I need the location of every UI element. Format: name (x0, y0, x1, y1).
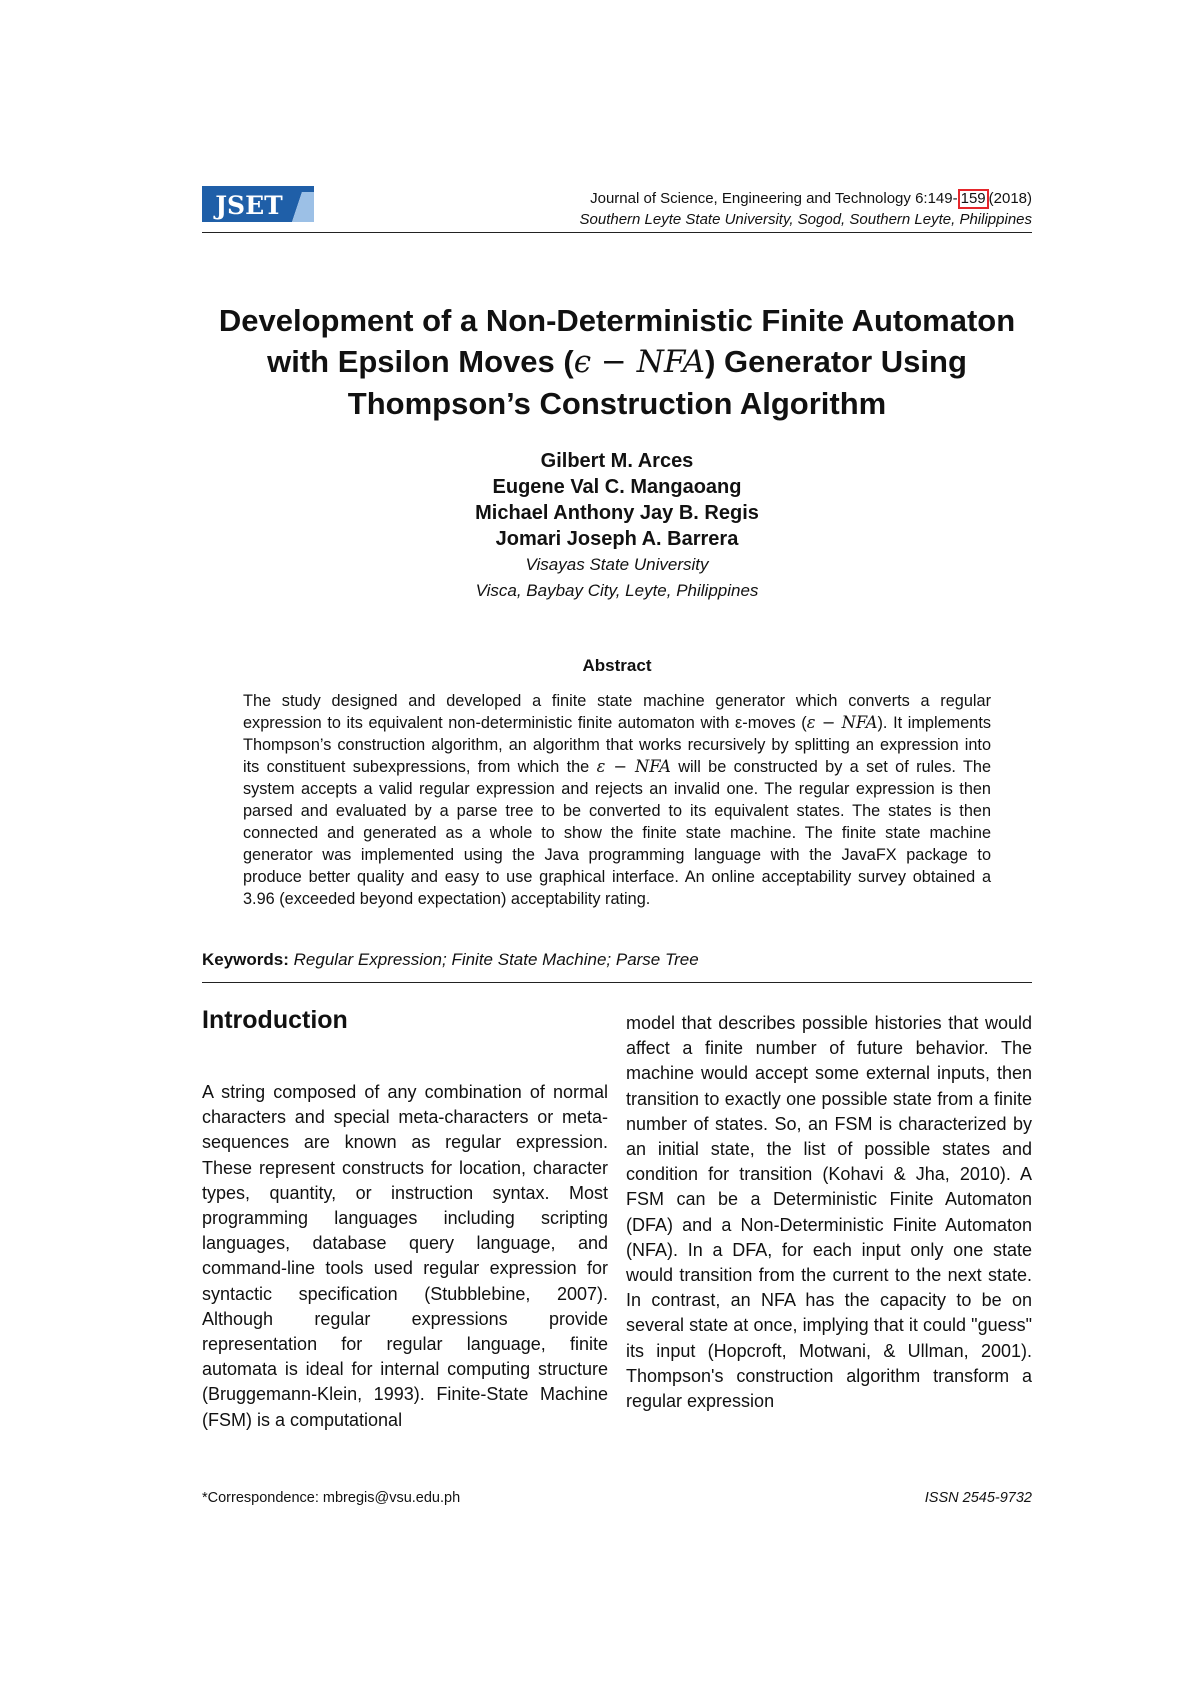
author-name: Gilbert M. Arces (540, 450, 694, 472)
logo-text: JSET (215, 191, 283, 220)
issn: ISSN 2545-9732 (924, 1490, 1032, 1506)
introduction-heading: Introduction (202, 1006, 348, 1034)
paper-title: Development of a Non-Deterministic Finite Automaton with Epsilon Moves (ϵ − NFA) Generator Using Thompson’s Construction Algorithm (218, 303, 1016, 421)
affiliation-address: Visca, Baybay City, Leyte, Philippines (475, 581, 759, 600)
left-column-text: A string composed of any combination of normal characters and special meta-characters or meta-sequences are known as regular expression. These represent constructs for location, character types, quantity, or instruction syntax. Most programming languages including scripting languages, database query language, and command-line tools used regular expression for syntactic specification (Stubblebine, 2007). Although regular expressions provide representation for regular language, finite automata is ideal for internal computing structure (Bruggemann-Klein, 1993). Finite-State Machine (FSM) is a computational (202, 1082, 608, 1430)
publisher-university: Southern Leyte State University, Sogod, Southern Leyte, Philippines (579, 211, 1032, 228)
jset-logo (202, 186, 314, 222)
journal-citation: Journal of Science, Engineering and Technology 6:149- 159 (2018) (590, 190, 1032, 207)
author-block (300, 448, 934, 604)
author-name: Michael Anthony Jay B. Regis (475, 502, 759, 524)
abstract-heading: Abstract (582, 656, 652, 675)
correspondence-note: *Correspondence: mbregis@vsu.edu.ph (202, 1490, 461, 1506)
author-name: Jomari Joseph A. Barrera (495, 528, 739, 550)
right-column-text: model that describes possible histories that would affect a finite number of future behavior. The machine would accept some external inputs, then transition to exactly one possible state from a finite number of states. So, an FSM is characterized by an initial state, the list of possible states and condition for transition (Kohavi & Jha, 2010). A FSM can be a Deterministic Finite Automaton (DFA) and a Non-Deterministic Finite Automaton (NFA). In a DFA, for each input only one state would transition from the current to the next state. In contrast, an NFA has the capacity to be on several state at once, implying that it could "guess" its input (Hopcroft, Motwani, & Ullman, 2001). Thompson's construction algorithm transform a regular expression (626, 1013, 1032, 1412)
affiliation-institution: Visayas State University (525, 555, 709, 574)
author-name: Eugene Val C. Mangaoang (492, 476, 742, 498)
title-math: ϵ − NFA (573, 344, 706, 380)
keywords-line: Keywords: Regular Expression; Finite State Machine; Parse Tree (202, 950, 699, 969)
highlighted-page-number: 159 (958, 189, 989, 209)
abstract-text: The study designed and developed a finite state machine generator which converts a regular expression to its equivalent non-deterministic finite automaton with ε-moves (ε − NFA). It implements Thompson’s construction algorithm, an algorithm that works recursively by splitting an expression into its constituent subexpressions, from which the ε − NFA will be constructed by a set of rules. The system accepts a valid regular expression and rejects an invalid one. The regular expression is then parsed and evaluated by a parse tree to be converted to its equivalent states. The states is then connected and generated as a whole to show the finite state machine. The finite state machine generator was implemented using the Java programming language with the JavaFX package to produce better quality and easy to use graphical interface. An online acceptability survey obtained a 3.96 (exceeded beyond expectation) acceptability rating. (243, 692, 991, 908)
header-divider (202, 232, 1032, 233)
running-header (580, 189, 1033, 230)
section-divider (202, 982, 1032, 983)
